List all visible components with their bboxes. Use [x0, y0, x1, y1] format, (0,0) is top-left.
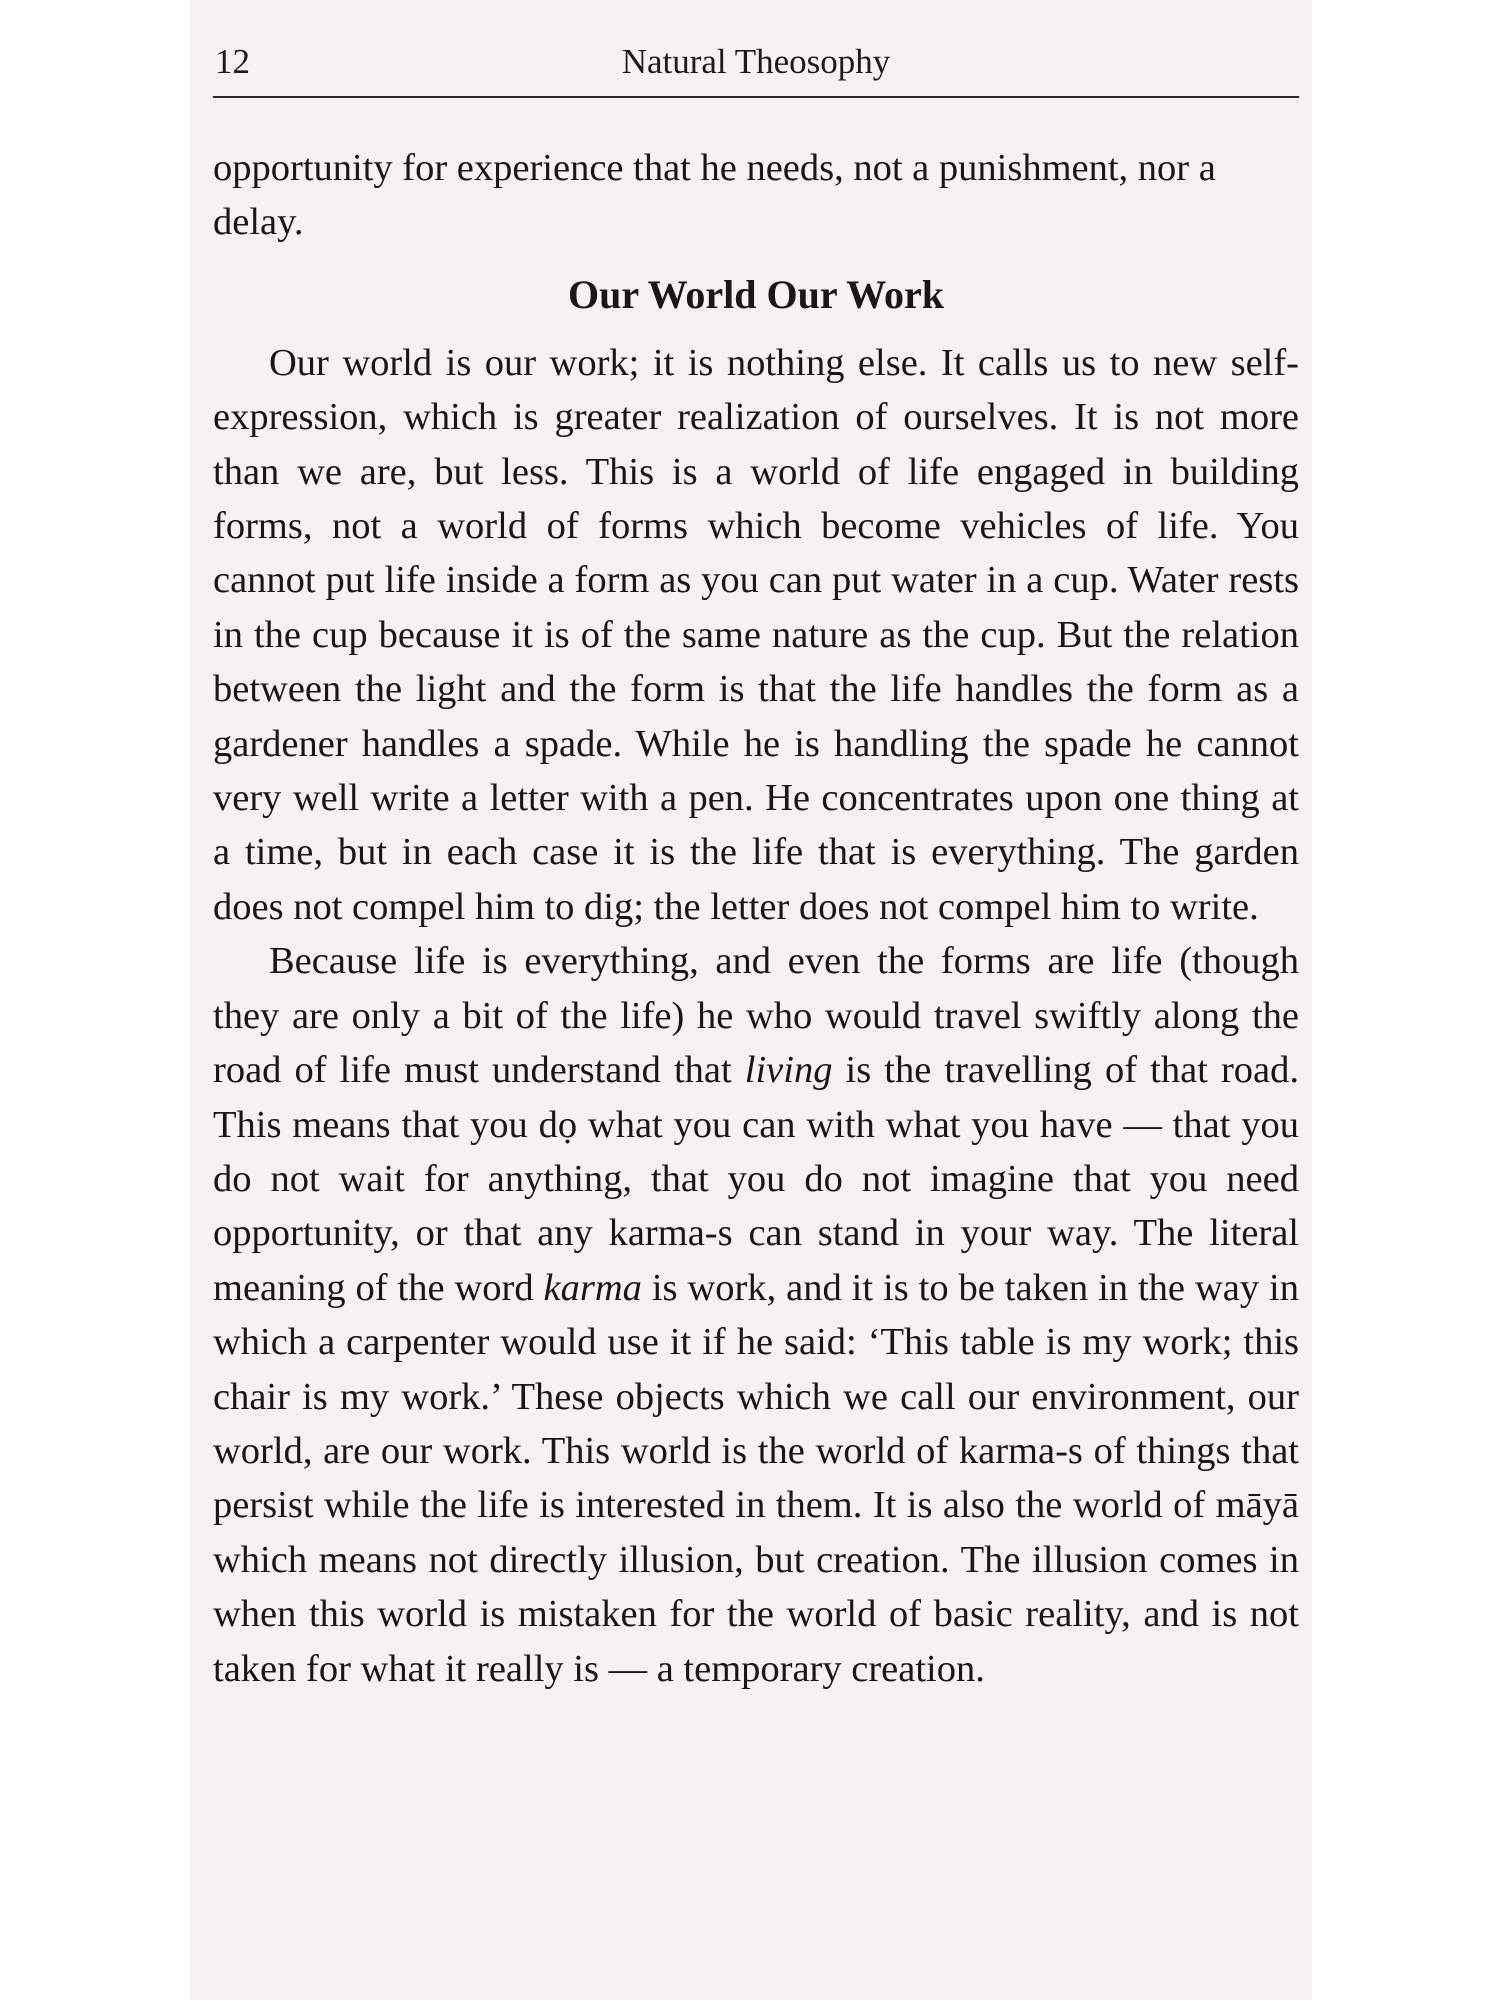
paragraph-2-part-2: is the travelling of that road. This means that you dọ what you can with what you have — that you do not wait for anything, that you do not imagine that you need opportunity, or that any karma-s can stand in your way. The literal meaning of the word — [213, 1049, 1299, 1309]
book-page — [190, 0, 1312, 2000]
emphasis-living: living — [744, 1049, 833, 1092]
section-heading: Our World Our Work — [567, 271, 945, 317]
body-text — [213, 141, 1299, 1696]
paragraph-1: Our world is our work; it is nothing else. It calls us to new self-expression, which is greater realization of ourselves. It is not more than we are, but less. This is a world of life engaged in building forms, not a world of forms which become vehicles of life. You cannot put life inside a form as you can put water in a cup. Water rests in the cup because it is of the same nature as the cup. But the relation between the light and the form is that the life handles the form as a gardener handles a spade. While he is handling the spade he cannot very well write a letter with a pen. He concentrates upon one thing at a time, but in each case it is the life that is everything. The garden does not compel him to dig; the letter does not compel him to write. — [213, 341, 1299, 928]
continuation-paragraph: opportunity for experience that he needs, not a punishment, nor a delay. — [213, 147, 1216, 244]
paragraph-2-part-1: Because life is everything, and even the forms are life (though they are only a bit of the life) he who would travel swiftly along the road of life must understand that — [213, 940, 1299, 1092]
header-rule — [213, 96, 1299, 98]
paragraph-2-part-3: is work, and it is to be taken in the way in which a carpenter would use it if he said: ‘This table is my work; this chair is my work.’ These objects which we call our environment, our world, are our work. This world is the world of karma-s of things that persist while the life is interested in them. It is also the world of māyā which means not directly illusion, but creation. The illusion comes in when this world is mistaken for the world of basic reality, and is not taken for what it really is — a temporary creation. — [213, 1266, 1299, 1690]
paragraph-2 — [213, 934, 1299, 1696]
emphasis-karma: karma — [543, 1266, 642, 1309]
page-header — [215, 42, 1297, 90]
running-title: Natural Theosophy — [621, 42, 891, 81]
page-number: 12 — [215, 42, 250, 81]
